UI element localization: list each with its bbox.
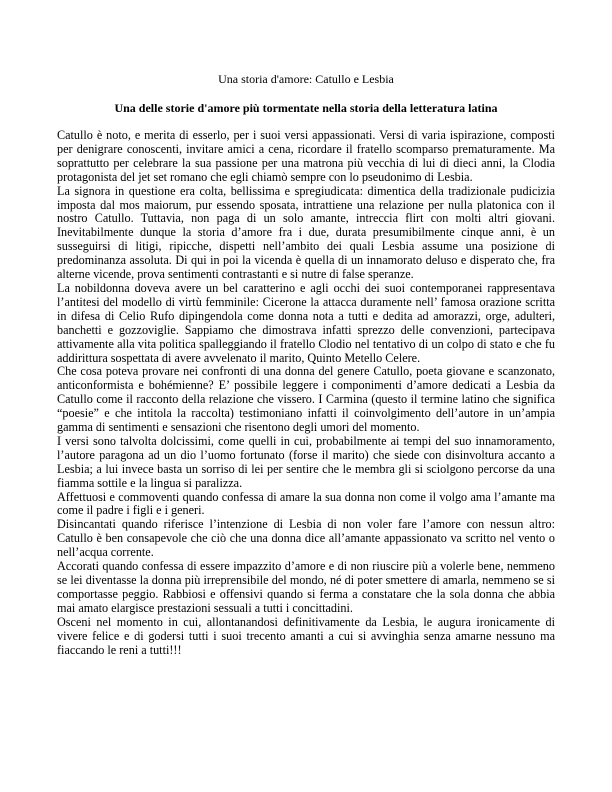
paragraph-2: La signora in questione era colta, bellissima e spregiudicata: dimentica della tradizionale pudicizia imposta dal mos maiorum, pur essendo sposata, intrattiene una relazione per nulla platonica con il nostro Catullo. Tuttavia, non paga di un solo amante, intreccia flirt con molti altri giovani. Inevitabilmente dunque la storia d’amore fra i due, durata presumibilmente cinque anni, è un susseguirsi di litigi, ripicche, dispetti nell’ambito dei quali Lesbia assume una posizione di predominanza assoluta. Di qui in poi la vicenda è quella di un innamorato deluso e disperato che, fra alterne vicende, prova sentimenti contrastanti e si nutre di false speranze. xyxy=(57,183,555,282)
paragraph-1: Catullo è noto, e merita di esserlo, per i suoi versi appassionati. Versi di varia ispirazione, composti per denigrare conoscenti, invitare amici a cena, ricordare il fratello scomparso prematuramente. Ma soprattutto per celebrare la sua passione per una matrona più vecchia di lui di dieci anni, la Clodia protagonista del jet set romano che egli chiamò sempre con lo pseudonimo di Lesbia. xyxy=(57,128,555,184)
document-subtitle: Una delle storie d'amore più tormentate nella storia della letteratura latina xyxy=(114,101,498,115)
document-title: Una storia d'amore: Catullo e Lesbia xyxy=(218,72,394,86)
paragraph-8: Accorati quando confessa di essere impazzito d’amore e di non riuscire più a volerle bene, nemmeno se lei diventasse la donna più irreprensibile del mondo, né di poter smettere di amarla, nemmeno se si comportasse peggio. Rabbiosi e offensivi quando si ferma a constatare che la sola donna che abbia mai amato elargisce prestazioni sessuali a tutti i concittadini. xyxy=(57,559,555,615)
paragraph-6: Affettuosi e commoventi quando confessa di amare la sua donna non come il volgo ama l’amante ma come il padre i figli e i generi. xyxy=(57,489,555,518)
paragraph-3: La nobildonna doveva avere un bel caratterino e agli occhi dei suoi contemporanei rappresentava l’antitesi del modello di virtù femminile: Cicerone la attacca duramente nell’ famosa orazione scritta in difesa di Celio Rufo dipingendola come donna nota a tutti e dedita ad amorazzi, orge, adulteri, banchetti e gozzoviglie. Sappiamo che dimostrava infatti sprezzo delle convenzioni, partecipava attivamente alla vita politica spalleggiando il fratello Clodio nel tentativo di un colpo di stato e che fu addirittura sospettata di avere avvelenato il marito, Quinto Metello Celere. xyxy=(57,280,555,365)
paragraph-4: Che cosa poteva provare nei confronti di una donna del genere Catullo, poeta giovane e scanzonato, anticonformista e bohémienne? E’ possibile leggere i componimenti d’amore dedicati a Lesbia da Catullo come il racconto della relazione che vissero. I Carmina (questo il termine latino che significa “poesie” e che intitola la raccolta) testimoniano infatti il coinvolgimento dell’autore in un’ampia gamma di sentimenti e sensazioni che risentono degli umori del momento. xyxy=(57,364,555,435)
paragraph-7: Disincantati quando riferisce l’intenzione di Lesbia di non voler fare l’amore con nessun altro: Catullo è ben consapevole che ciò che una donna dice all’amante appassionato va scritto nel vento o nell’acqua corrente. xyxy=(57,517,555,560)
paragraph-5: I versi sono talvolta dolcissimi, come quelli in cui, probabilmente ai tempi del suo innamoramento, l’autore paragona ad un dio l’uomo fortunato (forse il marito) che siede con disinvoltura accanto a Lesbia; a lui invece basta un sorriso di lei per sentire che le membra gli si sciolgono percorse da una fiamma sottile e la lingua si paralizza. xyxy=(57,433,555,490)
document-body xyxy=(57,129,555,657)
paragraph-9: Osceni nel momento in cui, allontanandosi definitivamente da Lesbia, le augura ironicamente di vivere felice e di godersi tutti i suoi trecento amanti a cui si avvinghia senza amarne nessuno ma fiaccando le reni a tutti!!! xyxy=(57,614,555,657)
